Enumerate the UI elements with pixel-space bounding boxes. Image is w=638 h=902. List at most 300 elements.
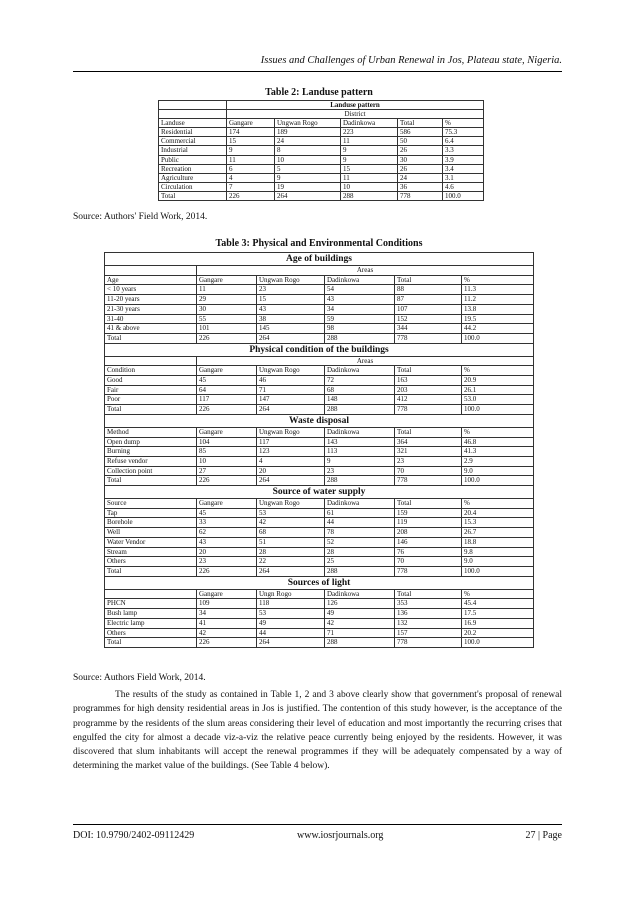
table-cell: 353	[395, 599, 462, 609]
table-cell: 5	[275, 164, 341, 173]
table-cell: 28	[257, 547, 325, 557]
table-cell: 71	[257, 385, 325, 395]
table-cell: 87	[395, 295, 462, 305]
table-cell: 20.4	[462, 508, 534, 518]
table-cell: 68	[325, 385, 395, 395]
section-title: Sources of light	[105, 576, 534, 589]
table-cell: 30	[197, 304, 257, 314]
table-cell: 45.4	[462, 599, 534, 609]
column-header: Gangare	[197, 499, 257, 509]
table-cell: 264	[257, 405, 325, 415]
table-cell: 4	[257, 456, 325, 466]
table-row	[105, 304, 534, 314]
table-cell: 226	[197, 333, 257, 343]
table-cell: 123	[257, 447, 325, 457]
table-cell: 23	[325, 466, 395, 476]
table-cell: 25	[325, 557, 395, 567]
table-cell: 264	[257, 476, 325, 486]
table-cell: 61	[325, 508, 395, 518]
table-cell: Agriculture	[159, 173, 227, 182]
table-cell	[105, 356, 197, 366]
table-row	[105, 618, 534, 628]
table-cell: PHCN	[105, 599, 197, 609]
table-cell: 264	[257, 333, 325, 343]
section-title-row	[105, 343, 534, 356]
table-cell: Commercial	[159, 137, 227, 146]
table-cell: 4.6	[443, 182, 484, 191]
table-cell: 26	[398, 164, 443, 173]
table-cell	[159, 110, 227, 119]
table-cell: 49	[325, 609, 395, 619]
table-cell: 2.9	[462, 456, 534, 466]
table-cell: Total	[105, 405, 197, 415]
table-cell: 46	[257, 376, 325, 386]
table-cell: 6.4	[443, 137, 484, 146]
table3-physical-environmental	[104, 252, 534, 648]
table-cell: 20.9	[462, 376, 534, 386]
table-cell: Recreation	[159, 164, 227, 173]
column-header	[105, 589, 197, 599]
section-title: Age of buildings	[105, 253, 534, 266]
table-cell: 157	[395, 628, 462, 638]
table2-column-header: %	[443, 119, 484, 128]
section-title-row	[105, 486, 534, 499]
table-cell: 10	[197, 456, 257, 466]
table2-group-header-row	[159, 101, 484, 110]
table-cell: Total	[105, 476, 197, 486]
header-rule	[73, 71, 562, 72]
table-row	[105, 476, 534, 486]
column-header: Dadinkowa	[325, 427, 395, 437]
table-cell: 778	[398, 191, 443, 200]
table-cell: 16.9	[462, 618, 534, 628]
table-cell: 288	[341, 191, 398, 200]
column-header: Ungwan Rogo	[257, 499, 325, 509]
table2-column-header: Ungwan Rogo	[275, 119, 341, 128]
table-cell: 118	[257, 599, 325, 609]
table-cell: Burning	[105, 447, 197, 457]
table-row	[105, 314, 534, 324]
table-cell: 15	[341, 164, 398, 173]
table-cell: 223	[341, 128, 398, 137]
column-header: %	[462, 366, 534, 376]
table-row	[105, 547, 534, 557]
table-cell: 43	[197, 537, 257, 547]
table-row	[105, 638, 534, 648]
table-cell: 15	[257, 295, 325, 305]
table-cell: Tap	[105, 508, 197, 518]
table-cell: 71	[325, 628, 395, 638]
column-header: Age	[105, 275, 197, 285]
section-title-row	[105, 414, 534, 427]
table-cell: 85	[197, 447, 257, 457]
table-row	[105, 466, 534, 476]
table-cell: 15	[227, 137, 275, 146]
table-cell: 59	[325, 314, 395, 324]
column-header: %	[462, 499, 534, 509]
table-cell: Circulation	[159, 182, 227, 191]
column-header: Ungn Rogo	[257, 589, 325, 599]
table-cell: 288	[325, 638, 395, 648]
table-row	[105, 566, 534, 576]
table-cell: 41 & above	[105, 324, 197, 334]
table-cell: Bush lamp	[105, 609, 197, 619]
table-cell: 203	[395, 385, 462, 395]
table2-column-header: Gangare	[227, 119, 275, 128]
table-cell: Open dump	[105, 437, 197, 447]
column-header: Total	[395, 589, 462, 599]
table-row	[105, 456, 534, 466]
table-cell: Collection point	[105, 466, 197, 476]
table-cell: 119	[395, 518, 462, 528]
table-cell: 10	[275, 155, 341, 164]
column-header: Dadinkowa	[325, 589, 395, 599]
table-cell: 30	[398, 155, 443, 164]
table-cell: 19.5	[462, 314, 534, 324]
table-cell: 53.0	[462, 395, 534, 405]
table2-column-header: Total	[398, 119, 443, 128]
table-cell: 4	[227, 173, 275, 182]
table-cell: 44	[257, 628, 325, 638]
table-cell: 34	[325, 304, 395, 314]
table-cell: 20	[197, 547, 257, 557]
table-cell: 22	[257, 557, 325, 567]
table-cell: 78	[325, 528, 395, 538]
table-cell: 8	[275, 146, 341, 155]
table-cell: Residential	[159, 128, 227, 137]
table-cell: 288	[325, 405, 395, 415]
table-cell: 778	[395, 476, 462, 486]
table-row	[105, 508, 534, 518]
table-row	[105, 295, 534, 305]
table-cell: 101	[197, 324, 257, 334]
table-cell: 113	[325, 447, 395, 457]
table-cell: 264	[275, 191, 341, 200]
table-cell: Fair	[105, 385, 197, 395]
table-cell: 42	[325, 618, 395, 628]
table-cell: 70	[395, 466, 462, 476]
table-cell: 33	[197, 518, 257, 528]
table-row	[105, 599, 534, 609]
section-title-row	[105, 253, 534, 266]
table-cell: 98	[325, 324, 395, 334]
table-cell: 53	[257, 609, 325, 619]
table-cell: 23	[257, 285, 325, 295]
table2-column-header: Landuse	[159, 119, 227, 128]
table-cell: Electric lamp	[105, 618, 197, 628]
table-cell: 226	[197, 405, 257, 415]
table-row	[105, 376, 534, 386]
table-cell: 9	[227, 146, 275, 155]
table-cell: 104	[197, 437, 257, 447]
table-cell: 226	[197, 476, 257, 486]
table-cell: 24	[275, 137, 341, 146]
table-cell: 109	[197, 599, 257, 609]
table-cell: 9	[341, 146, 398, 155]
table-cell: Total	[105, 638, 197, 648]
table-cell: 145	[257, 324, 325, 334]
table-cell: 778	[395, 405, 462, 415]
section-title: Physical condition of the buildings	[105, 343, 534, 356]
table-cell: 26.1	[462, 385, 534, 395]
areas-row	[105, 356, 534, 366]
table-cell: 21-30 years	[105, 304, 197, 314]
table-cell: 53	[257, 508, 325, 518]
table-cell: 11	[341, 173, 398, 182]
column-header: Method	[105, 427, 197, 437]
table-cell: 412	[395, 395, 462, 405]
table-cell: Water Vendor	[105, 537, 197, 547]
table-cell: 288	[325, 476, 395, 486]
table-cell: 100.0	[443, 191, 484, 200]
table2-row	[159, 191, 484, 200]
table-cell: 9	[275, 173, 341, 182]
table2-group-label: Landuse pattern	[227, 101, 484, 110]
table-cell: 100.0	[462, 405, 534, 415]
column-header: Ungwan Rogo	[257, 275, 325, 285]
table-cell: 13.8	[462, 304, 534, 314]
table-row	[105, 518, 534, 528]
table-cell: 147	[257, 395, 325, 405]
table-cell: 9	[341, 155, 398, 164]
table-cell: 100.0	[462, 566, 534, 576]
table-cell: 19	[275, 182, 341, 191]
table-cell: 159	[395, 508, 462, 518]
column-header: Dadinkowa	[325, 366, 395, 376]
table-cell: 6	[227, 164, 275, 173]
table-cell: 100.0	[462, 638, 534, 648]
table-cell: 72	[325, 376, 395, 386]
table-cell: 100.0	[462, 476, 534, 486]
table-cell: 126	[325, 599, 395, 609]
column-header: Dadinkowa	[325, 275, 395, 285]
table-cell	[159, 101, 227, 110]
footer-page-number: 27 | Page	[525, 830, 562, 841]
running-header: Issues and Challenges of Urban Renewal in Jos, Plateau state, Nigeria.	[260, 55, 562, 66]
table-cell: Refuse vendor	[105, 456, 197, 466]
areas-label: Areas	[197, 266, 534, 276]
table-row	[105, 609, 534, 619]
section-header-row	[105, 499, 534, 509]
column-header: Gangare	[197, 275, 257, 285]
table-cell: 45	[197, 508, 257, 518]
table2-district-label: District	[227, 110, 484, 119]
table-cell: 146	[395, 537, 462, 547]
table-cell: 321	[395, 447, 462, 457]
table2-caption: Table 2: Landuse pattern	[265, 87, 373, 98]
table-cell: Borehole	[105, 518, 197, 528]
table-cell: 9	[325, 456, 395, 466]
table-cell: 52	[325, 537, 395, 547]
table-cell: 55	[197, 314, 257, 324]
footer-website: www.iosrjournals.org	[297, 830, 384, 841]
table-cell: 9.0	[462, 466, 534, 476]
table-cell: 208	[395, 528, 462, 538]
column-header: Gangare	[197, 366, 257, 376]
table-cell: 68	[257, 528, 325, 538]
table-cell: 43	[325, 295, 395, 305]
table-cell: 288	[325, 566, 395, 576]
table-cell: 88	[395, 285, 462, 295]
section-header-row	[105, 427, 534, 437]
table-cell: 136	[395, 609, 462, 619]
table-cell: 148	[325, 395, 395, 405]
table2-landuse-pattern	[158, 100, 484, 201]
section-header-row	[105, 366, 534, 376]
table-cell: Total	[105, 566, 197, 576]
table-cell: 23	[395, 456, 462, 466]
table2-row	[159, 137, 484, 146]
table-cell: 64	[197, 385, 257, 395]
column-header: Ungwan Rogo	[257, 366, 325, 376]
table-cell: 51	[257, 537, 325, 547]
table-cell: 3.4	[443, 164, 484, 173]
table-row	[105, 324, 534, 334]
table-cell: 29	[197, 295, 257, 305]
table-cell: 11.2	[462, 295, 534, 305]
table-cell: 44.2	[462, 324, 534, 334]
table-cell: 226	[227, 191, 275, 200]
table-cell: 27	[197, 466, 257, 476]
table-cell: 7	[227, 182, 275, 191]
table-row	[105, 405, 534, 415]
table2-row	[159, 128, 484, 137]
table-row	[105, 333, 534, 343]
table-cell: 41	[197, 618, 257, 628]
table-cell: 778	[395, 333, 462, 343]
table-cell: 117	[257, 437, 325, 447]
table-cell: 41.3	[462, 447, 534, 457]
table-row	[105, 447, 534, 457]
table-cell: 26	[398, 146, 443, 155]
table-cell: 364	[395, 437, 462, 447]
column-header: Gangare	[197, 589, 257, 599]
table-cell: 34	[197, 609, 257, 619]
table-cell: 11	[197, 285, 257, 295]
table-cell: 226	[197, 638, 257, 648]
column-header: Total	[395, 427, 462, 437]
table-cell: 189	[275, 128, 341, 137]
table-cell: Well	[105, 528, 197, 538]
table-cell	[105, 266, 197, 276]
areas-label: Areas	[197, 356, 534, 366]
table2-row	[159, 164, 484, 173]
table-cell: 3.1	[443, 173, 484, 182]
column-header: %	[462, 275, 534, 285]
section-header-row	[105, 589, 534, 599]
table-row	[105, 537, 534, 547]
column-header: Dadinkowa	[325, 499, 395, 509]
column-header: %	[462, 427, 534, 437]
column-header: Condition	[105, 366, 197, 376]
table-cell: 163	[395, 376, 462, 386]
table-cell: 10	[341, 182, 398, 191]
table-cell: 23	[197, 557, 257, 567]
table-cell: 31-40	[105, 314, 197, 324]
column-header: Source	[105, 499, 197, 509]
table-cell: < 10 years	[105, 285, 197, 295]
table-cell: 264	[257, 566, 325, 576]
table2-row	[159, 146, 484, 155]
table-cell: Industrial	[159, 146, 227, 155]
table-cell: 18.8	[462, 537, 534, 547]
section-title: Source of water supply	[105, 486, 534, 499]
table-cell: Total	[159, 191, 227, 200]
table-cell: 46.8	[462, 437, 534, 447]
table-cell: 38	[257, 314, 325, 324]
table-cell: 28	[325, 547, 395, 557]
table-cell: 36	[398, 182, 443, 191]
table-cell: 107	[395, 304, 462, 314]
section-title: Waste disposal	[105, 414, 534, 427]
table-cell: 100.0	[462, 333, 534, 343]
table-cell: 76	[395, 547, 462, 557]
table-cell: 15.3	[462, 518, 534, 528]
table-cell: 288	[325, 333, 395, 343]
table-cell: 264	[257, 638, 325, 648]
column-header: Total	[395, 275, 462, 285]
body-paragraph: The results of the study as contained in Table 1, 2 and 3 above clearly show that government's proposal of renewal programmes for high density residential areas in Jos is justified. The contention of this study however, is the acceptance of the programme by the residents of the slum areas considering their level of education and most importantly the recurring crises that engulfed the city for almost a decade viz-a-viz the relative peace currently being enjoyed by the residents. However, it was discovered that slum inhabitants will accept the renewal programmes if they will be adequately compensated by a way of determining the market value of the buildings. (See Table 4 below).	[73, 690, 562, 772]
table-row	[105, 285, 534, 295]
table-cell: 50	[398, 137, 443, 146]
table-cell: 75.3	[443, 128, 484, 137]
table2-source: Source: Authors' Field Work, 2014.	[73, 212, 208, 222]
table-cell: 42	[197, 628, 257, 638]
table-cell: 11	[227, 155, 275, 164]
table-cell: 49	[257, 618, 325, 628]
table-cell: 20	[257, 466, 325, 476]
table-cell: 174	[227, 128, 275, 137]
table-row	[105, 628, 534, 638]
column-header: Gangare	[197, 427, 257, 437]
column-header: Total	[395, 366, 462, 376]
footer-doi: DOI: 10.9790/2402-09112429	[73, 830, 195, 841]
table-row	[105, 528, 534, 538]
table-cell: 62	[197, 528, 257, 538]
table-cell: Others	[105, 557, 197, 567]
table-cell: 152	[395, 314, 462, 324]
table-row	[105, 437, 534, 447]
table2-row	[159, 173, 484, 182]
table2-row	[159, 182, 484, 191]
table-cell: Good	[105, 376, 197, 386]
table-cell: 9.0	[462, 557, 534, 567]
table-cell: 43	[257, 304, 325, 314]
table-cell: 9.8	[462, 547, 534, 557]
table2-row	[159, 155, 484, 164]
table-cell: 11	[341, 137, 398, 146]
table-cell: 778	[395, 566, 462, 576]
table-cell: 45	[197, 376, 257, 386]
table-cell: Public	[159, 155, 227, 164]
table-row	[105, 385, 534, 395]
table-cell: 24	[398, 173, 443, 182]
section-title-row	[105, 576, 534, 589]
table3-source: Source: Authors Field Work, 2014.	[73, 673, 206, 683]
table-cell: 226	[197, 566, 257, 576]
table-cell: 11-20 years	[105, 295, 197, 305]
table-cell: 20.2	[462, 628, 534, 638]
column-header: Total	[395, 499, 462, 509]
table-cell: 3.9	[443, 155, 484, 164]
table-cell: 11.3	[462, 285, 534, 295]
table-row	[105, 557, 534, 567]
table-cell: 143	[325, 437, 395, 447]
table-cell: 3.3	[443, 146, 484, 155]
table-cell: 778	[395, 638, 462, 648]
table-cell: 17.5	[462, 609, 534, 619]
table-cell: Stream	[105, 547, 197, 557]
